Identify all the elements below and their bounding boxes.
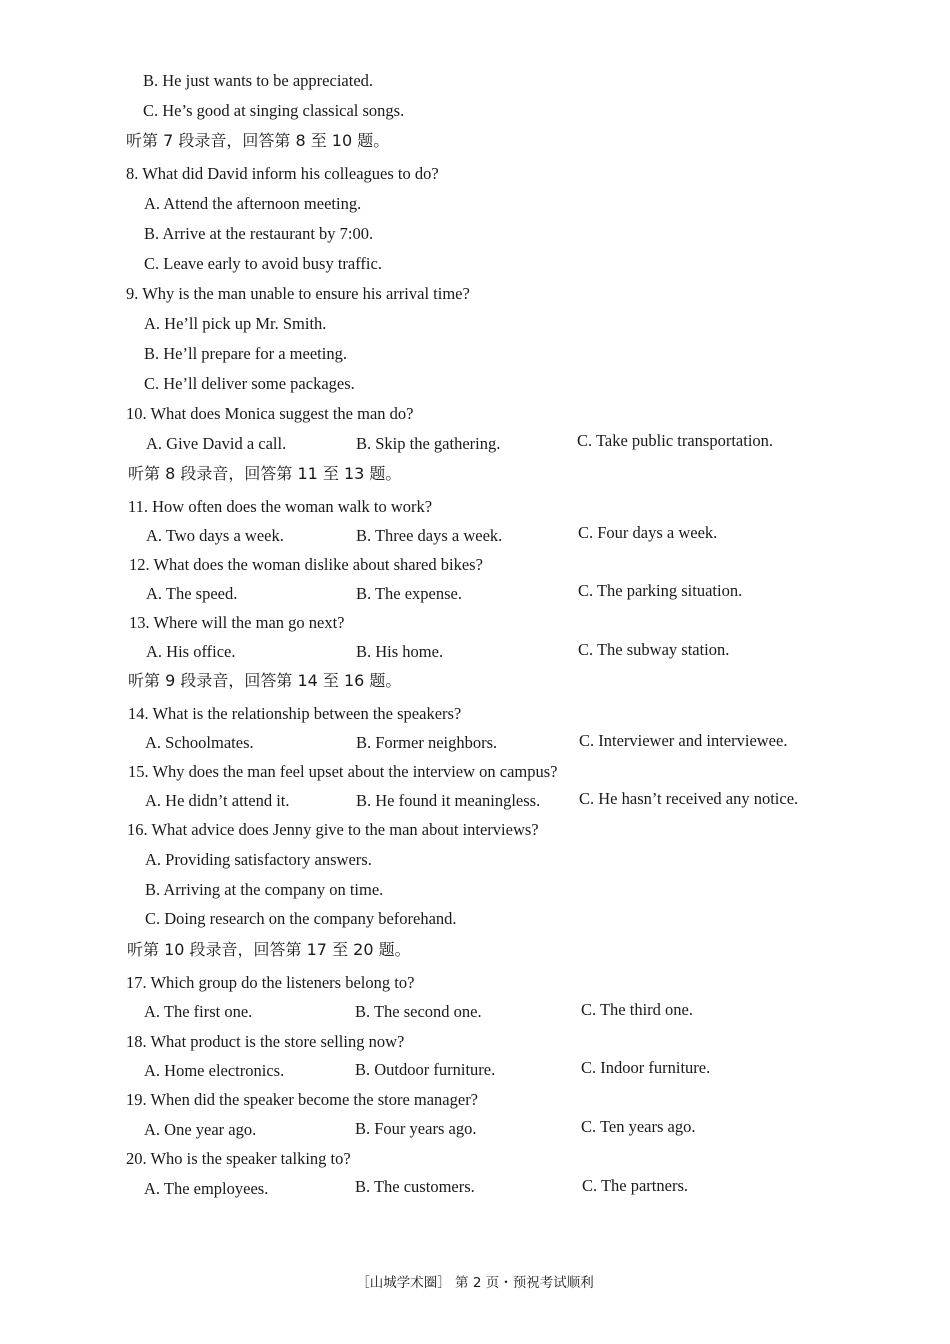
q9-stem: 9. Why is the man unable to ensure his arrival time? [126, 284, 470, 303]
q14-option-b: B. Former neighbors. [356, 733, 498, 752]
q10-option-b: B. Skip the gathering. [356, 434, 501, 453]
q11-option-c: C. Four days a week. [578, 523, 718, 542]
q11-option-b: B. Three days a week. [356, 526, 503, 545]
q7-option-c: C. He’s good at singing classical songs. [143, 101, 405, 120]
q14-option-c: C. Interviewer and interviewee. [579, 731, 788, 750]
q20-stem: 20. Who is the speaker talking to? [126, 1149, 351, 1168]
q12-option-b: B. The expense. [356, 584, 463, 603]
section-7-instruction: 听第 7 段录音，回答第 8 至 10 题。 [126, 131, 390, 150]
q20-option-a: A. The employees. [144, 1179, 269, 1198]
q9-option-c: C. He’ll deliver some packages. [144, 374, 355, 393]
q20-option-b: B. The customers. [355, 1177, 475, 1196]
q14-option-a: A. Schoolmates. [145, 733, 254, 752]
q16-option-a: A. Providing satisfactory answers. [145, 850, 372, 869]
q15-option-c: C. He hasn’t received any notice. [579, 789, 799, 808]
q10-stem: 10. What does Monica suggest the man do? [126, 404, 414, 423]
q18-option-b: B. Outdoor furniture. [355, 1060, 496, 1079]
q19-option-b: B. Four years ago. [355, 1119, 477, 1138]
section-9-instruction: 听第 9 段录音，回答第 14 至 16 题。 [128, 671, 402, 690]
q8-stem: 8. What did David inform his colleagues to do? [126, 164, 439, 183]
q10-option-a: A. Give David a call. [146, 434, 287, 453]
q13-option-a: A. His office. [146, 642, 236, 661]
q11-stem: 11. How often does the woman walk to work? [128, 497, 433, 516]
q16-option-c: C. Doing research on the company beforehand. [145, 909, 457, 928]
q19-option-c: C. Ten years ago. [581, 1117, 696, 1136]
q12-option-a: A. The speed. [146, 584, 238, 603]
q16-stem: 16. What advice does Jenny give to the man about interviews? [127, 820, 539, 839]
q13-option-b: B. His home. [356, 642, 444, 661]
section-8-instruction: 听第 8 段录音，回答第 11 至 13 题。 [128, 464, 402, 483]
q14-stem: 14. What is the relationship between the speakers? [128, 704, 462, 723]
q18-option-a: A. Home electronics. [144, 1061, 285, 1080]
q13-stem: 13. Where will the man go next? [129, 613, 345, 632]
q16-option-b: B. Arriving at the company on time. [145, 880, 384, 899]
q8-option-b: B. Arrive at the restaurant by 7:00. [144, 224, 374, 243]
q12-stem: 12. What does the woman dislike about shared bikes? [129, 555, 483, 574]
q11-option-a: A. Two days a week. [146, 526, 284, 545]
q8-option-c: C. Leave early to avoid busy traffic. [144, 254, 382, 273]
q15-option-b: B. He found it meaningless. [356, 791, 541, 810]
q17-option-c: C. The third one. [581, 1000, 693, 1019]
q18-stem: 18. What product is the store selling now? [126, 1032, 405, 1051]
q17-option-a: A. The first one. [144, 1002, 253, 1021]
q9-option-a: A. He’ll pick up Mr. Smith. [144, 314, 327, 333]
q18-option-c: C. Indoor furniture. [581, 1058, 711, 1077]
q15-stem: 15. Why does the man feel upset about the interview on campus? [128, 762, 558, 781]
q13-option-c: C. The subway station. [578, 640, 730, 659]
q15-option-a: A. He didn’t attend it. [145, 791, 290, 810]
page-footer: ［山城学术圈］ 第 2 页・预祝考试顺利 [356, 1275, 594, 1291]
q19-stem: 19. When did the speaker become the store manager? [126, 1090, 479, 1109]
q8-option-a: A. Attend the afternoon meeting. [144, 194, 362, 213]
q10-option-c: C. Take public transportation. [577, 431, 774, 450]
q7-option-b: B. He just wants to be appreciated. [143, 71, 374, 90]
q20-option-c: C. The partners. [582, 1176, 689, 1195]
q17-option-b: B. The second one. [355, 1002, 482, 1021]
q9-option-b: B. He’ll prepare for a meeting. [144, 344, 347, 363]
q19-option-a: A. One year ago. [144, 1120, 257, 1139]
section-10-instruction: 听第 10 段录音，回答第 17 至 20 题。 [127, 940, 411, 959]
q12-option-c: C. The parking situation. [578, 581, 743, 600]
q17-stem: 17. Which group do the listeners belong to? [126, 973, 415, 992]
